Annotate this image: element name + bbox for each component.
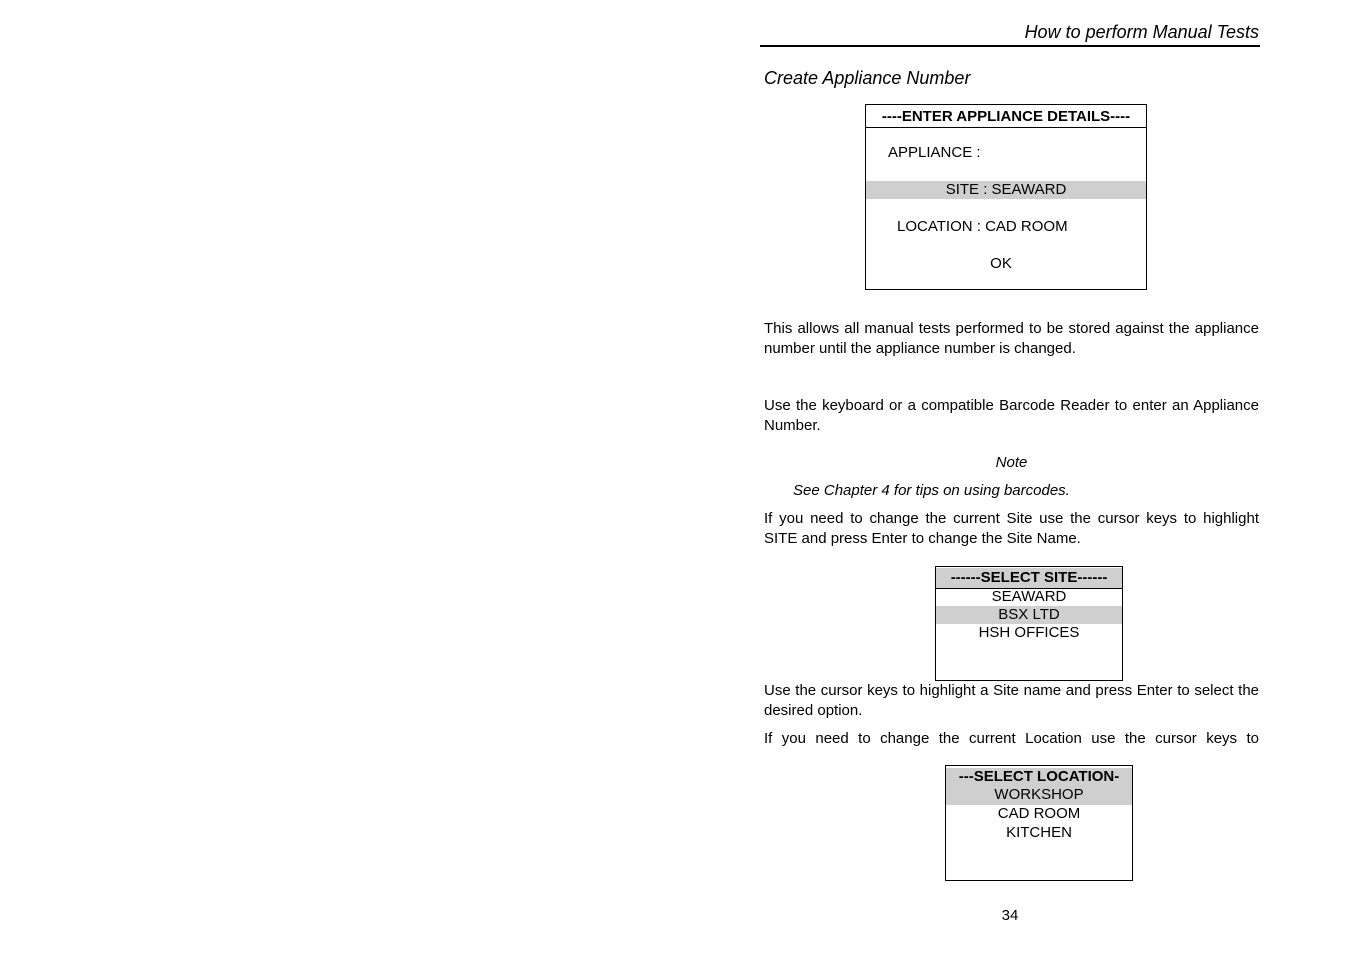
paragraph-select-site: Use the cursor keys to highlight a Site name and press Enter to select the desired option. [764, 682, 1259, 719]
appliance-details-screen [865, 104, 1147, 290]
page-header-title: How to perform Manual Tests [1024, 22, 1259, 42]
site-option-bsx-ltd[interactable]: BSX LTD [936, 606, 1122, 624]
site-field[interactable]: SITE : SEAWARD [866, 181, 1146, 199]
appliance-field[interactable]: APPLIANCE : [888, 144, 981, 161]
paragraph-change-location: If you need to change the current Location use the cursor keys to [764, 730, 1259, 747]
location-option-kitchen[interactable]: KITCHEN [1006, 824, 1072, 841]
site-option-hsh-offices[interactable]: HSH OFFICES [978, 624, 1080, 641]
section-title: Create Appliance Number [764, 68, 971, 88]
site-option-seaward[interactable]: SEAWARD [991, 588, 1067, 605]
select-location-screen [945, 765, 1133, 881]
ok-button[interactable]: OK [990, 255, 1012, 272]
location-field[interactable]: LOCATION : CAD ROOM [897, 218, 1068, 235]
page-number: 34 [1001, 907, 1019, 924]
appliance-screen-title: ----ENTER APPLIANCE DETAILS---- [866, 107, 1146, 128]
note-heading: Note [995, 454, 1028, 471]
paragraph-change-site: If you need to change the current Site use the cursor keys to highlight SITE and press Enter to change the Site Name. [764, 510, 1259, 547]
select-site-screen [935, 566, 1123, 681]
paragraph-stored-tests: This allows all manual tests performed to be stored against the appliance number until the appliance number is changed. [764, 320, 1259, 357]
paragraph-barcode-entry: Use the keyboard or a compatible Barcode Reader to enter an Appliance Number. [764, 397, 1259, 434]
select-location-title: ---SELECT LOCATION- [946, 768, 1132, 786]
note-text: See Chapter 4 for tips on using barcodes. [793, 482, 1070, 499]
location-option-cad-room[interactable]: CAD ROOM [997, 805, 1081, 822]
header-divider [760, 45, 1260, 47]
select-site-title: ------SELECT SITE------ [936, 568, 1122, 589]
location-option-workshop[interactable]: WORKSHOP [946, 786, 1132, 805]
